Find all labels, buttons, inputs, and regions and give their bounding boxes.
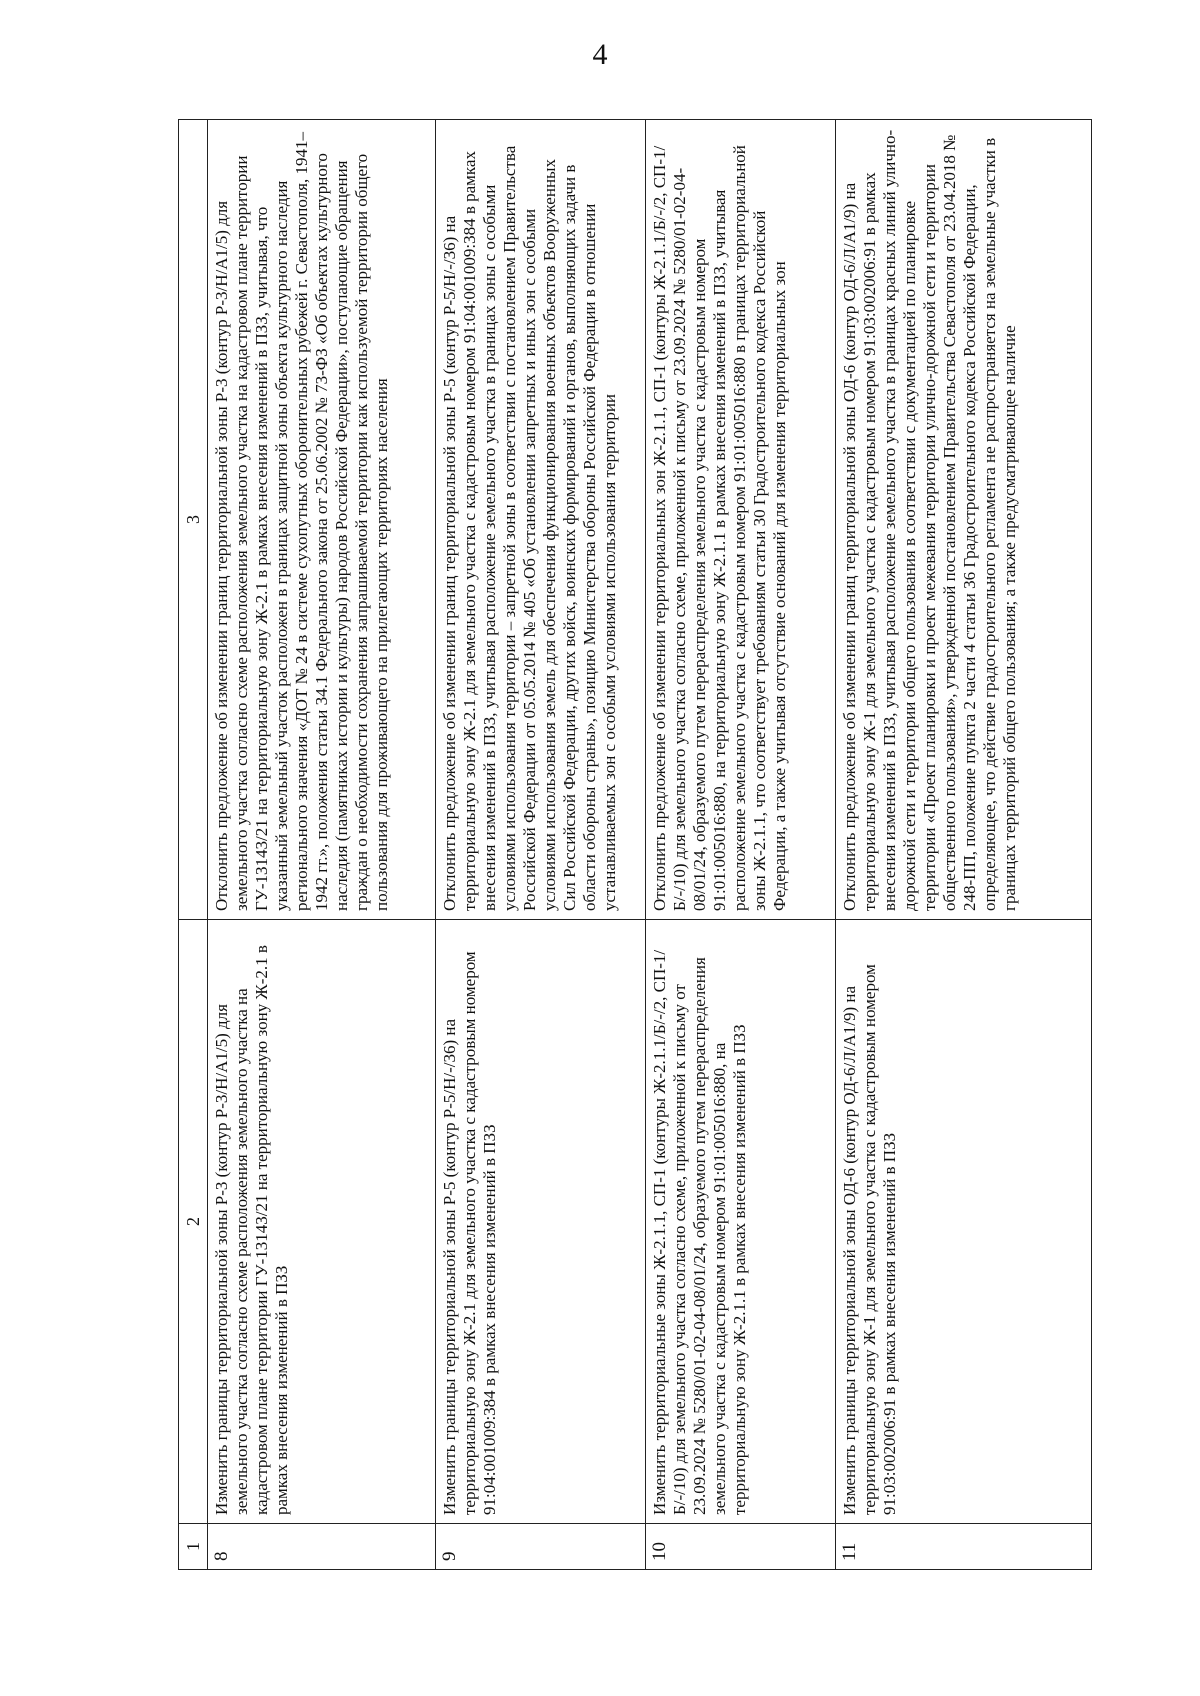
header-col-3: 3	[179, 120, 208, 920]
row-number: 11	[836, 1524, 1092, 1570]
table-row	[208, 120, 436, 1570]
change-proposal-text: Изменить границы территориальной зоны ОД-6 (контур ОД-6/Л/А1/9) на территориальную зону Ж-1 для земельного участка с кадастровым номером 91:03:002006:91 в рамках внесения изменений в ПЗЗ	[836, 920, 1092, 1524]
decisions-table	[178, 119, 1092, 1570]
change-proposal-text: Изменить границы территориальной зоны Р-3 (контур Р-3/Н/А1/5) для земельного участка согласно схеме расположения земельного участка на кадастровом плане территории ГУ-13143/21 на территориальную зону Ж-2.1 в рамках внесения изменений в ПЗЗ	[208, 920, 436, 1524]
row-number: 8	[208, 1524, 436, 1570]
decision-text: Отклонить предложение об изменении границ территориальной зоны ОД-6 (контур ОД-6/Л/А1/9) на территориальную зону Ж-1 для земельного участка с кадастровым номером 91:03:002006:91 в рамках внесения изменений в ПЗЗ, учитывая расположение земельного участка в границах красных линий улично-дорожной сети и территории общего пользования в соответствии с документацией по планировке территории «Проект планировки и проект межевания территории улично-дорожной сети и территории общественного пользования», утвержденной постановлением Правительства Севастополя от 23.04.2018 № 248-ПП, положение пункта 2 части 4 статьи 36 Градостроительного кодекса Российской Федерации, определяющее, что действие градостроительного регламента не распространяется на земельные участки в границах территорий общего пользования; а также предусматривающее наличие	[836, 120, 1092, 920]
table-row	[836, 120, 1092, 1570]
header-col-1: 1	[179, 1524, 208, 1570]
page-number: 4	[592, 38, 608, 71]
table-row	[646, 120, 836, 1570]
table-frame	[178, 120, 1088, 1570]
change-proposal-text: Изменить границы территориальной зоны Р-5 (контур Р-5/Н/-/36) на территориальную зону Ж-2.1 для земельного участка с кадастровым номером 91:04:001009:384 в рамках внесения изменений в ПЗЗ	[436, 920, 646, 1524]
table-header-row	[179, 120, 208, 1570]
row-number: 10	[646, 1524, 836, 1570]
decision-text: Отклонить предложение об изменении территориальных зон Ж-2.1.1, СП-1 (контуры Ж-2.1.1/Б/-/2, СП-1/Б/-/10) для земельного участка согласно схеме, приложенной к письму от 23.09.2024 № 5280/01-02-04-08/01/24, образуемого путем перераспределения земельного участка с кадастровым номером 91:01:005016:880, на территориальную зону Ж-2.1.1 в рамках внесения изменений в ПЗЗ, учитывая расположение земельного участка с кадастровым номером 91:01:005016:880 в границах территориальной зоны Ж-2.1.1, что соответствует требованиям статьи 30 Градостроительного кодекса Российской Федерации, а также учитывая отсутствие оснований для изменения территориальных зон	[646, 120, 836, 920]
header-col-2: 2	[179, 920, 208, 1524]
change-proposal-text: Изменить территориальные зоны Ж-2.1.1, СП-1 (контуры Ж-2.1.1/Б/-/2, СП-1/Б/-/10) для земельного участка согласно схеме, приложенной к письму от 23.09.2024 № 5280/01-02-04-08/01/24, образуемого путем перераспределения земельного участка с кадастровым номером 91:01:005016:880, на территориальную зону Ж-2.1.1 в рамках внесения изменений в ПЗЗ	[646, 920, 836, 1524]
decision-text: Отклонить предложение об изменении границ территориальной зоны Р-5 (контур Р-5/Н/-/36) на территориальную зону Ж-2.1 для земельного участка с кадастровым номером 91:04:001009:384 в рамках внесения изменений в ПЗЗ, учитывая расположение земельного участка в границах зоны с особыми условиями использования территории – запретной зоны в соответствии с постановлением Правительства Российской Федерации от 05.05.2014 № 405 «Об установлении запретных и иных зон с особыми условиями использования земель для обеспечения функционирования военных объектов Вооруженных Сил Российской Федерации, других войск, воинских формирований и органов, выполняющих задачи в области обороны страны», позицию Министерства обороны Российской Федерации в отношении устанавливаемых зон с особыми условиями использования территории	[436, 120, 646, 920]
decision-text: Отклонить предложение об изменении границ территориальной зоны Р-3 (контур Р-3/Н/А1/5) для земельного участка согласно схеме расположения земельного участка на кадастровом плане территории ГУ-13143/21 на территориальную зону Ж-2.1 в рамках внесения изменений в ПЗЗ, учитывая, что указанный земельный участок расположен в границах защитной зоны объекта культурного наследия регионального значения «ДОТ № 24 в системе сухопутных оборонительных рубежей г. Севастополя, 1941–1942 гг.», положения статьи 34.1 Федерального закона от 25.06.2002 № 73-ФЗ «Об объектах культурного наследия (памятниках истории и культуры) народов Российской Федерации», поступающие обращения граждан о необходимости сохранения запрашиваемой территории как используемой территории общего пользования для проживающего на прилегающих территориях населения	[208, 120, 436, 920]
table-row	[436, 120, 646, 1570]
row-number: 9	[436, 1524, 646, 1570]
rotated-table-wrapper	[178, 120, 1088, 1570]
